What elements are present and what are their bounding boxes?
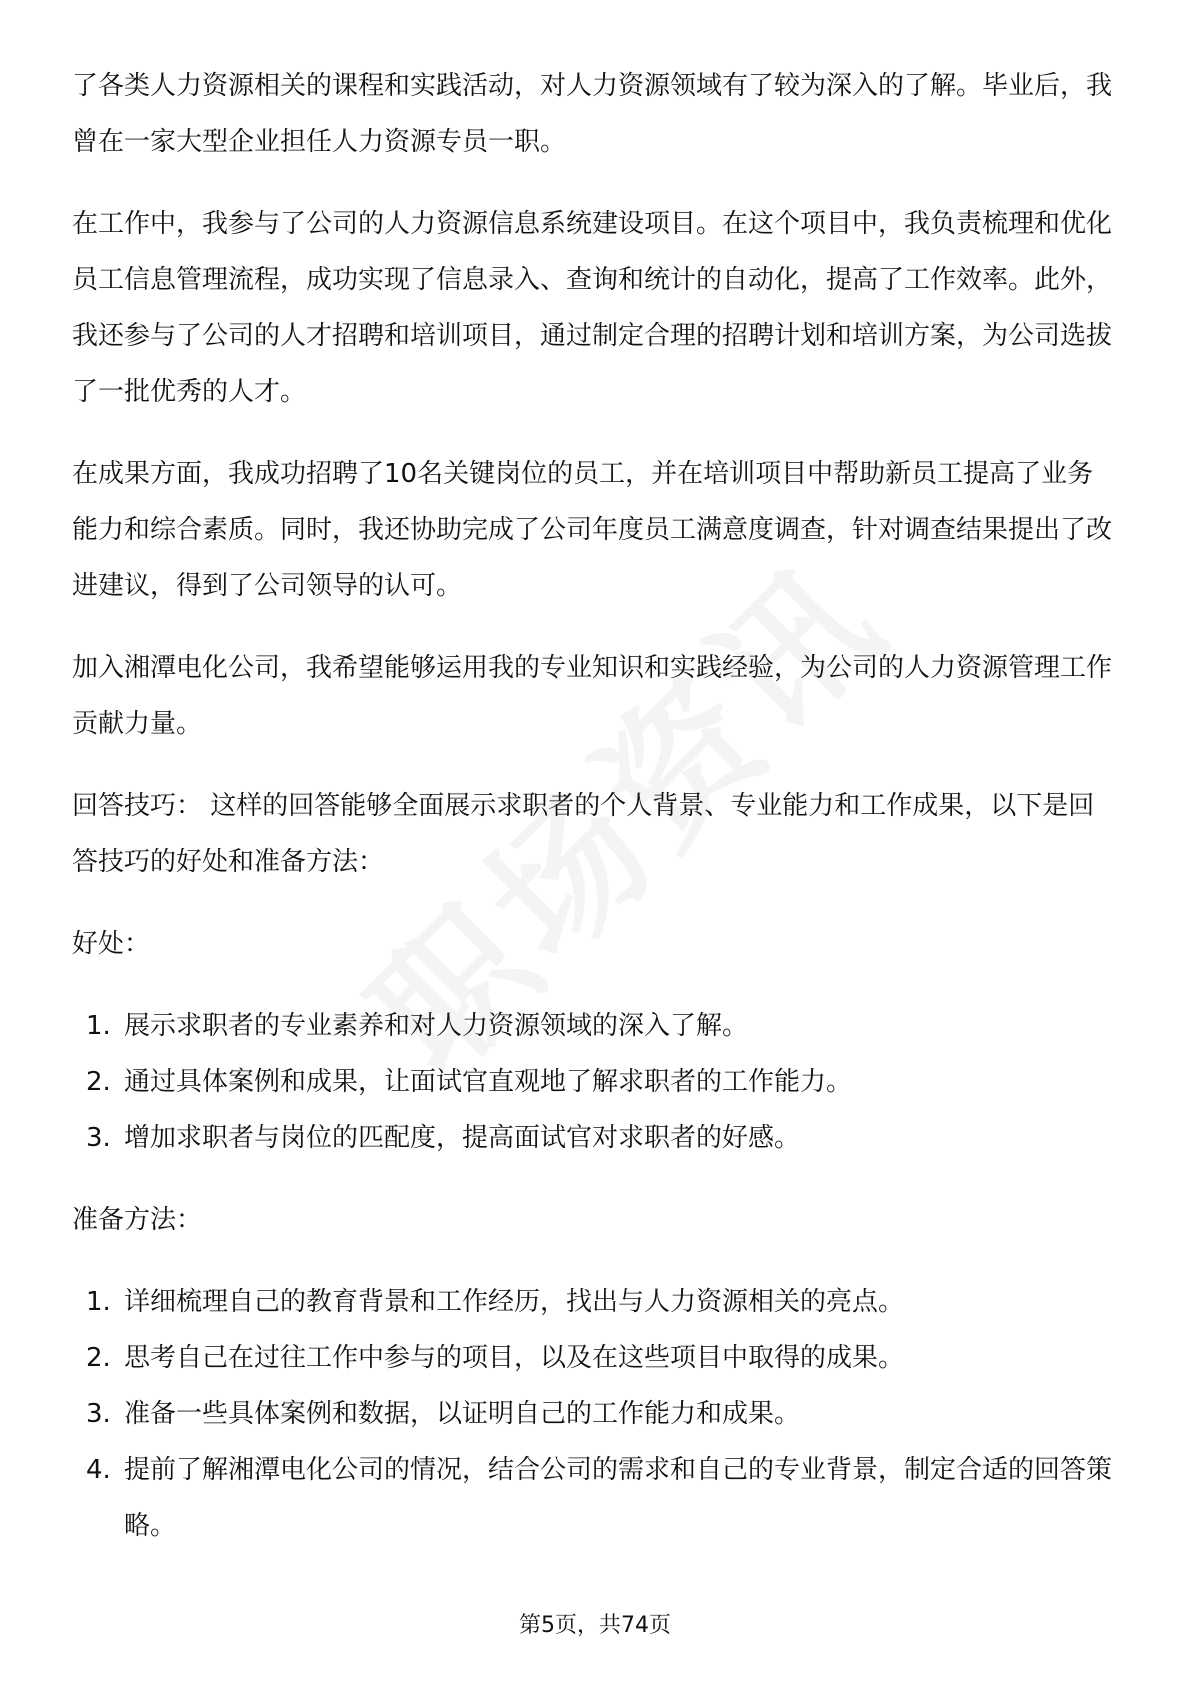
document-body xyxy=(72,58,1118,1580)
page-footer: 第5页，共74页 xyxy=(519,1613,671,1638)
paragraph-work-experience: 在工作中，我参与了公司的人力资源信息系统建设项目。在这个项目中，我负责梳理和优化员工信息管理流程，成功实现了信息录入、查询和统计的自动化，提高了工作效率。此外，我还参与了公司的人才招聘和培训项目，通过制定合理的招聘计划和培训方案，为公司选拔了一批优秀的人才。 xyxy=(72,209,1113,407)
paragraph-background: 了各类人力资源相关的课程和实践活动，对人力资源领域有了较为深入的了解。毕业后，我曾在一家大型企业担任人力资源专员一职。 xyxy=(72,71,1113,157)
list-item-text: 详细梳理自己的教育背景和工作经历，找出与人力资源相关的亮点。 xyxy=(124,1287,905,1317)
list-number: 2. xyxy=(86,1067,111,1097)
list-item-text: 准备一些具体案例和数据，以证明自己的工作能力和成果。 xyxy=(124,1399,801,1429)
preparation-list xyxy=(72,1274,1118,1554)
benefits-list xyxy=(72,998,1118,1166)
list-number: 3. xyxy=(86,1123,111,1153)
list-item xyxy=(72,1274,1118,1330)
list-item-text: 展示求职者的专业素养和对人力资源领域的深入了解。 xyxy=(124,1011,749,1041)
benefits-heading: 好处： xyxy=(72,929,151,959)
list-item-text: 增加求职者与岗位的匹配度，提高面试官对求职者的好感。 xyxy=(124,1123,801,1153)
list-item-text: 通过具体案例和成果，让面试官直观地了解求职者的工作能力。 xyxy=(124,1067,853,1097)
list-item-text: 提前了解湘潭电化公司的情况，结合公司的需求和自己的专业背景，制定合适的回答策略。 xyxy=(124,1455,1113,1541)
paragraph-motivation: 加入湘潭电化公司，我希望能够运用我的专业知识和实践经验，为公司的人力资源管理工作贡献力量。 xyxy=(72,653,1113,739)
list-item xyxy=(72,1442,1118,1554)
list-number: 1. xyxy=(86,1011,111,1041)
list-number: 4. xyxy=(86,1455,111,1485)
paragraph-achievements: 在成果方面，我成功招聘了10名关键岗位的员工，并在培训项目中帮助新员工提高了业务能力和综合素质。同时，我还协助完成了公司年度员工满意度调查，针对调查结果提出了改进建议，得到了公司领导的认可。 xyxy=(72,459,1113,601)
list-number: 1. xyxy=(86,1287,111,1317)
list-item xyxy=(72,1330,1118,1386)
list-item xyxy=(72,998,1118,1054)
list-item xyxy=(72,1054,1118,1110)
list-item xyxy=(72,1386,1118,1442)
list-number: 2. xyxy=(86,1343,111,1373)
preparation-heading: 准备方法： xyxy=(72,1205,203,1235)
list-item xyxy=(72,1110,1118,1166)
list-item-text: 思考自己在过往工作中参与的项目，以及在这些项目中取得的成果。 xyxy=(124,1343,905,1373)
list-number: 3. xyxy=(86,1399,111,1429)
paragraph-answer-tips: 回答技巧： 这样的回答能够全面展示求职者的个人背景、专业能力和工作成果，以下是回答技巧的好处和准备方法： xyxy=(72,791,1095,877)
